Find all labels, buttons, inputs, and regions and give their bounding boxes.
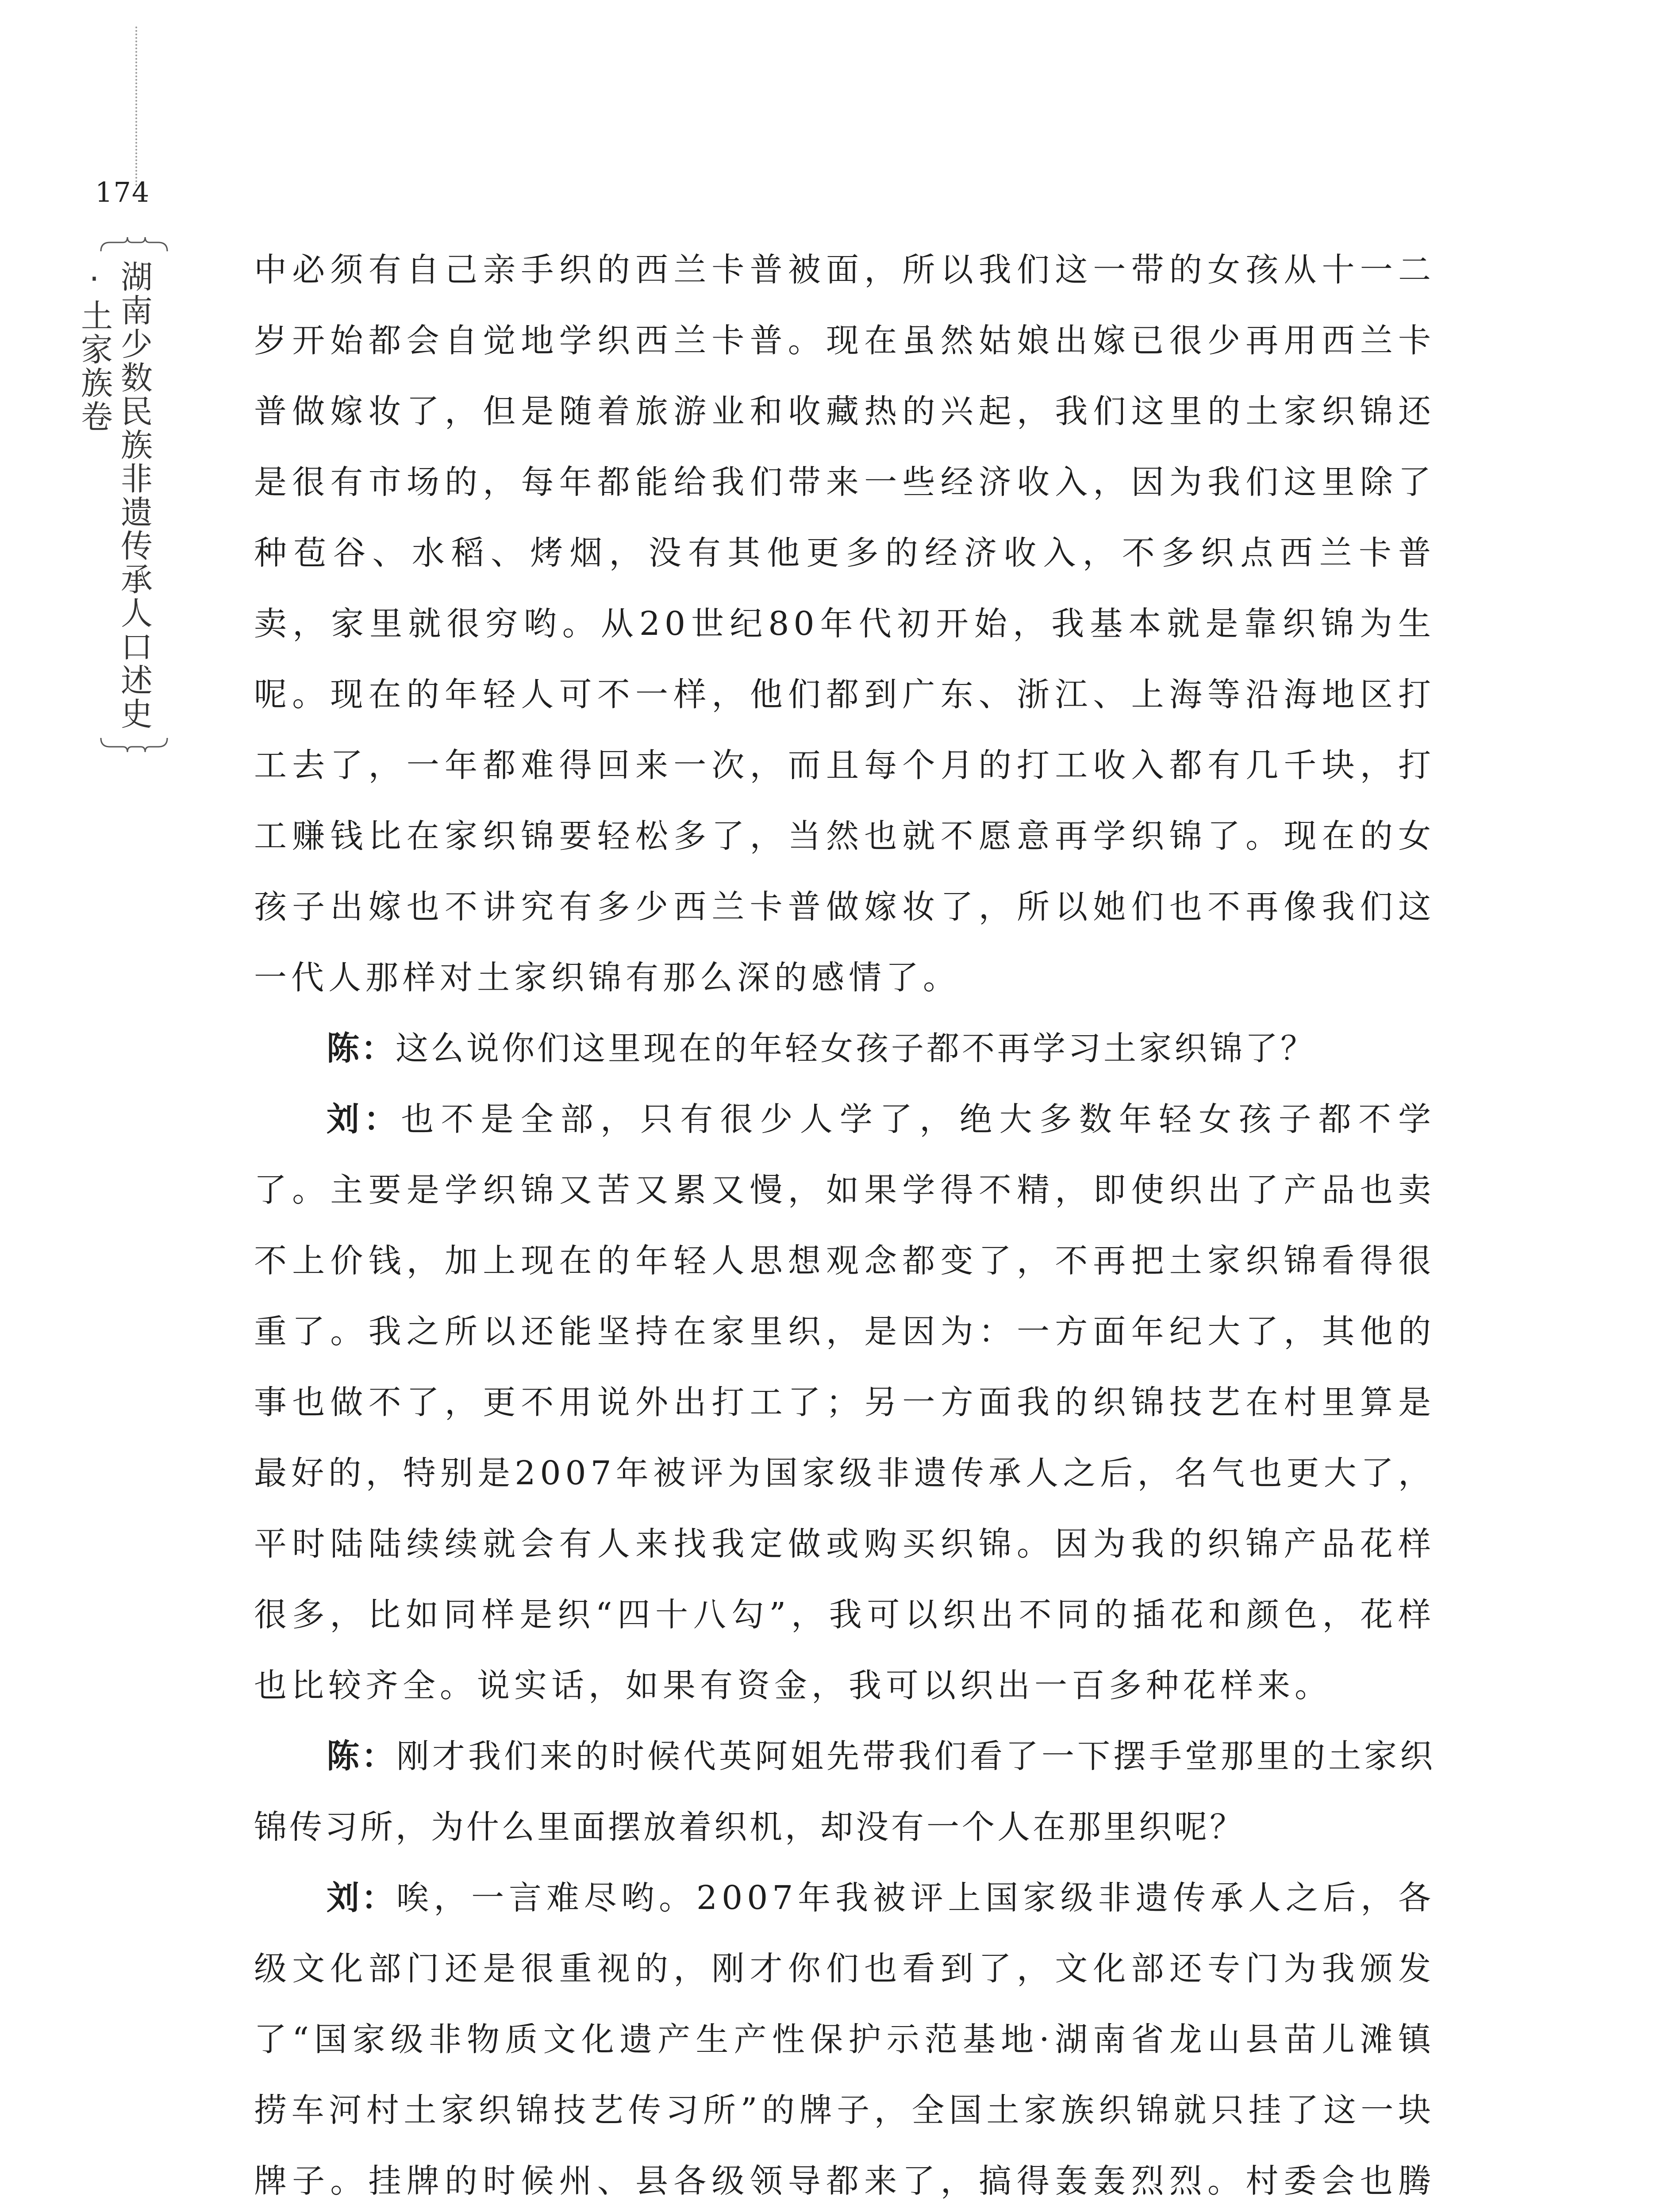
paragraph-1 bbox=[254, 234, 1435, 1013]
body-text bbox=[254, 234, 1435, 2212]
paragraph-5 bbox=[254, 1863, 1435, 2212]
paragraph-4-text: 刚才我们来的时候代英阿姐先带我们看了一下摆手堂那里的土家织锦传习所，为什么里面摆放着织机，却没有一个人在那里织呢？ bbox=[254, 1737, 1435, 1846]
paragraph-1-text: 中必须有自己亲手织的西兰卡普被面，所以我们这一带的女孩从十一二岁开始都会自觉地学织西兰卡普。现在虽然姑娘出嫁已很少再用西兰卡普做嫁妆了，但是随着旅游业和收藏热的兴起，我们这里的土家织锦还是很有市场的，每年都能给我们带来一些经济收入，因为我们这里除了种苞谷、水稻、烤烟，没有其他更多的经济收入，不多织点西兰卡普卖，家里就很穷哟。从20世纪80年代初开始，我基本就是靠织锦为生呢。现在的年轻人可不一样，他们都到广东、浙江、上海等沿海地区打工去了，一年都难得回来一次，而且每个月的打工收入都有几千块，打工赚钱比在家织锦要轻松多了，当然也就不愿意再学织锦了。现在的女孩子出嫁也不讲究有多少西兰卡普做嫁妆了，所以她们也不再像我们这一代人那样对土家织锦有那么深的感情了。 bbox=[254, 251, 1435, 997]
speaker-label: 刘： bbox=[327, 1100, 401, 1138]
speaker-label: 陈： bbox=[327, 1029, 396, 1068]
paragraph-4 bbox=[254, 1721, 1435, 1863]
paragraph-2 bbox=[254, 1013, 1435, 1084]
page-number: 174 bbox=[95, 176, 150, 208]
paragraph-2-text: 这么说你们这里现在的年轻女孩子都不再学习土家织锦了？ bbox=[396, 1029, 1316, 1068]
paragraph-5-text: 唉，一言难尽哟。2007年我被评上国家级非遗传承人之后，各级文化部门还是很重视的，刚才你们也看到了，文化部还专门为我颁发了“国家级非物质文化遗产生产性保护示范基地·湖南省龙山县苗儿滩镇捞车河村土家织锦技艺传习所”的牌子，全国土家族织锦就只挂了这一块牌子。挂牌的时候州、县各级领导都来了，搞得轰轰烈烈。村委会也腾 bbox=[254, 1879, 1435, 2200]
paragraph-3 bbox=[254, 1084, 1435, 1721]
series-title-frame bbox=[76, 234, 176, 756]
series-title: 湖南少数民族非遗传承人口述史·土家族卷 bbox=[76, 260, 153, 731]
margin-dotted-rule bbox=[135, 27, 137, 186]
paragraph-3-text: 也不是全部，只有很少人学了，绝大多数年轻女孩子都不学了。主要是学织锦又苦又累又慢，如果学得不精，即使织出了产品也卖不上价钱，加上现在的年轻人思想观念都变了，不再把土家织锦看得很重了。我之所以还能坚持在家里织，是因为：一方面年纪大了，其他的事也做不了，更不用说外出打工了；另一方面我的织锦技艺在村里算是最好的，特别是2007年被评为国家级非遗传承人之后，名气也更大了，平时陆陆续续就会有人来找我定做或购买织锦。因为我的织锦产品花样很多，比如同样是织“四十八勾”，我可以织出不同的插花和颜色，花样也比较齐全。说实话，如果有资金，我可以织出一百多种花样来。 bbox=[254, 1100, 1435, 1705]
speaker-label: 刘： bbox=[327, 1879, 396, 1917]
speaker-label: 陈： bbox=[327, 1737, 396, 1775]
